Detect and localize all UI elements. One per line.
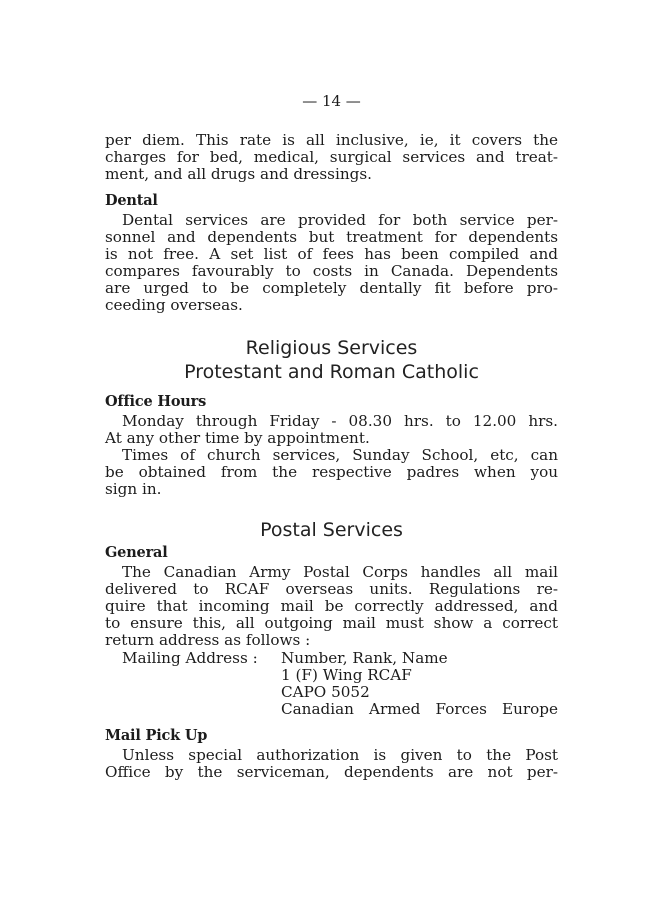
text-line: delivered to RCAF overseas units. Regulations re- bbox=[105, 580, 558, 598]
page-number: — 14 — bbox=[302, 92, 361, 110]
text-line: At any other time by appointment. bbox=[105, 429, 370, 447]
text-line: Monday through Friday - 08.30 hrs. to 12.00 hrs. bbox=[122, 412, 558, 430]
text-line: Times of church services, Sunday School, etc, can bbox=[122, 446, 558, 464]
text-line: ment, and all drugs and dressings. bbox=[105, 165, 372, 183]
text-line: Unless special authorization is given to the Post bbox=[122, 746, 558, 764]
text-line: quire that incoming mail be correctly addressed, and bbox=[105, 597, 558, 615]
mail-pick-up-heading: Mail Pick Up bbox=[105, 727, 208, 744]
text-line: The Canadian Army Postal Corps handles all mail bbox=[122, 563, 558, 581]
text-line: return address as follows : bbox=[105, 631, 311, 649]
mail-pick-up-paragraph bbox=[105, 747, 558, 781]
text-line: ceeding overseas. bbox=[105, 296, 243, 314]
address-line: 1 (F) Wing RCAF bbox=[281, 666, 412, 684]
office-hours-heading: Office Hours bbox=[105, 393, 207, 410]
church-times-paragraph bbox=[105, 447, 558, 498]
text-line: compares favourably to costs in Canada. Dependents bbox=[105, 262, 558, 280]
text-line: per diem. This rate is all inclusive, ie, it covers the bbox=[105, 131, 558, 149]
text-line: sign in. bbox=[105, 480, 162, 498]
religious-services-subtitle: Protestant and Roman Catholic bbox=[184, 361, 479, 383]
document-page bbox=[105, 93, 558, 781]
dental-heading: Dental bbox=[105, 192, 158, 209]
dental-paragraph bbox=[105, 212, 558, 314]
text-line: are urged to be completely dentally fit before pro- bbox=[105, 279, 558, 297]
text-line: Office by the serviceman, dependents are not per- bbox=[105, 763, 558, 781]
text-line: be obtained from the respective padres when you bbox=[105, 463, 558, 481]
mailing-address-block bbox=[105, 650, 558, 718]
address-line: Canadian Armed Forces Europe bbox=[281, 700, 558, 718]
address-line: Number, Rank, Name bbox=[281, 649, 448, 667]
address-line: CAPO 5052 bbox=[281, 683, 370, 701]
religious-services-title: Religious Services bbox=[245, 337, 418, 359]
postal-services-title: Postal Services bbox=[260, 519, 403, 541]
text-line: charges for bed, medical, surgical services and treat- bbox=[105, 148, 558, 166]
mailing-address-label: Mailing Address : bbox=[122, 649, 258, 667]
general-paragraph bbox=[105, 564, 558, 649]
intro-paragraph bbox=[105, 132, 558, 183]
text-line: is not free. A set list of fees has been compiled and bbox=[105, 245, 558, 263]
text-line: sonnel and dependents but treatment for dependents bbox=[105, 228, 558, 246]
office-hours-paragraph bbox=[105, 413, 558, 447]
text-line: to ensure this, all outgoing mail must show a correct bbox=[105, 614, 558, 632]
mailing-address-lines bbox=[281, 650, 558, 718]
text-line: Dental services are provided for both service per- bbox=[122, 211, 558, 229]
general-heading: General bbox=[105, 544, 168, 561]
